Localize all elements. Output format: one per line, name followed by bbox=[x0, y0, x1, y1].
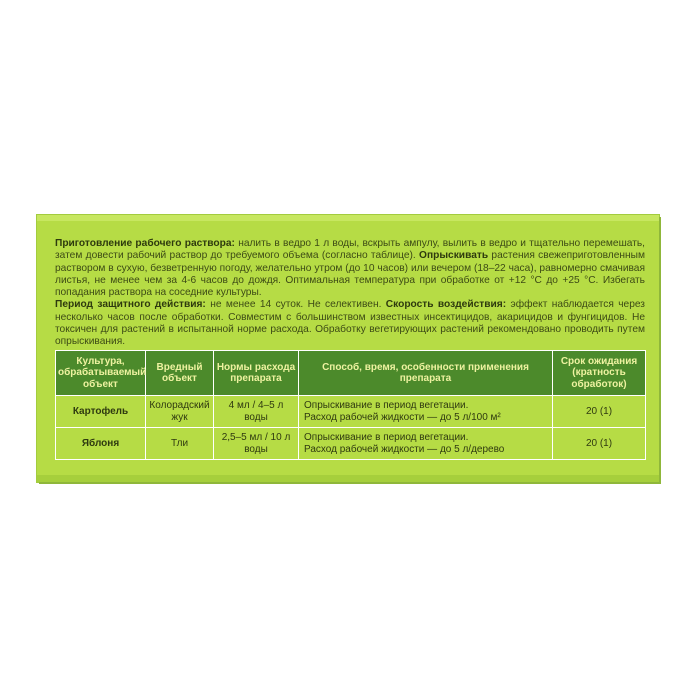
cell-method bbox=[299, 396, 553, 428]
period-heading: Период защитного действия: bbox=[55, 299, 206, 311]
cell-pest: Тли bbox=[146, 428, 214, 460]
header-pest: Вредный объект bbox=[146, 351, 214, 396]
method-line-1: Опрыскивание в период вегетации. bbox=[304, 400, 469, 411]
table-row bbox=[56, 396, 646, 428]
speed-text: эффект наблюдается через несколько часов после обработки. Совместим с большинством известных инсектицидов, акарицидов и фунгицидов. Не токсичен для растений в испытанной норме расхода. Обработку вегетирующих растений рекомендовано проводить путем опрыскивания. bbox=[55, 299, 645, 348]
header-method: Способ, время, особенности применения препарата bbox=[299, 351, 553, 396]
header-wait: Срок ожидания (кратность обработок) bbox=[553, 351, 646, 396]
period-text: не менее 14 суток. Не селективен. bbox=[205, 299, 386, 311]
spray-heading: Опрыскивать bbox=[419, 250, 489, 262]
cell-wait: 20 (1) bbox=[553, 396, 646, 428]
cell-crop: Картофель bbox=[56, 396, 146, 428]
header-crop: Культура, обрабатываемый объект bbox=[56, 351, 146, 396]
panel-top-edge bbox=[37, 215, 659, 221]
panel-bottom-edge bbox=[37, 475, 659, 482]
header-rate: Нормы расхода препарата bbox=[214, 351, 299, 396]
method-line-1: Опрыскивание в период вегетации. bbox=[304, 432, 469, 443]
method-line-2: Расход рабочей жидкости — до 5 л/100 м² bbox=[304, 411, 501, 423]
table-row bbox=[56, 428, 646, 460]
spray-text: растения свежеприготовленным раствором в сухую, безветренную погоду, желательно утром (до 10 часов) или вечером (18–22 часа), равномерно смачивая листья, не менее чем за 4-6 часов до дождя. Оптимальная температура при обработке от +12 °С до +25 °С. Избегать попадания раствора на соседние культуры. bbox=[55, 250, 645, 299]
prep-heading: Приготовление рабочего раствора: bbox=[55, 238, 235, 249]
table-header-row bbox=[56, 351, 646, 396]
application-table bbox=[55, 350, 646, 460]
usage-instructions bbox=[55, 238, 645, 349]
instruction-panel bbox=[37, 215, 659, 482]
cell-rate: 4 мл / 4–5 л воды bbox=[214, 396, 299, 428]
cell-rate: 2,5–5 мл / 10 л воды bbox=[214, 428, 299, 460]
cell-pest: Колорадский жук bbox=[146, 396, 214, 428]
cell-crop: Яблоня bbox=[56, 428, 146, 460]
cell-method bbox=[299, 428, 553, 460]
method-line-2: Расход рабочей жидкости — до 5 л/дерево bbox=[304, 443, 505, 455]
speed-heading: Скорость воздействия: bbox=[385, 299, 507, 311]
prep-text: налить в ведро 1 л воды, вскрыть ампулу, вылить в ведро и тщательно перемешать, затем довести рабочий раствор до требуемого объема (согласно таблице). bbox=[55, 238, 646, 262]
cell-wait: 20 (1) bbox=[553, 428, 646, 460]
